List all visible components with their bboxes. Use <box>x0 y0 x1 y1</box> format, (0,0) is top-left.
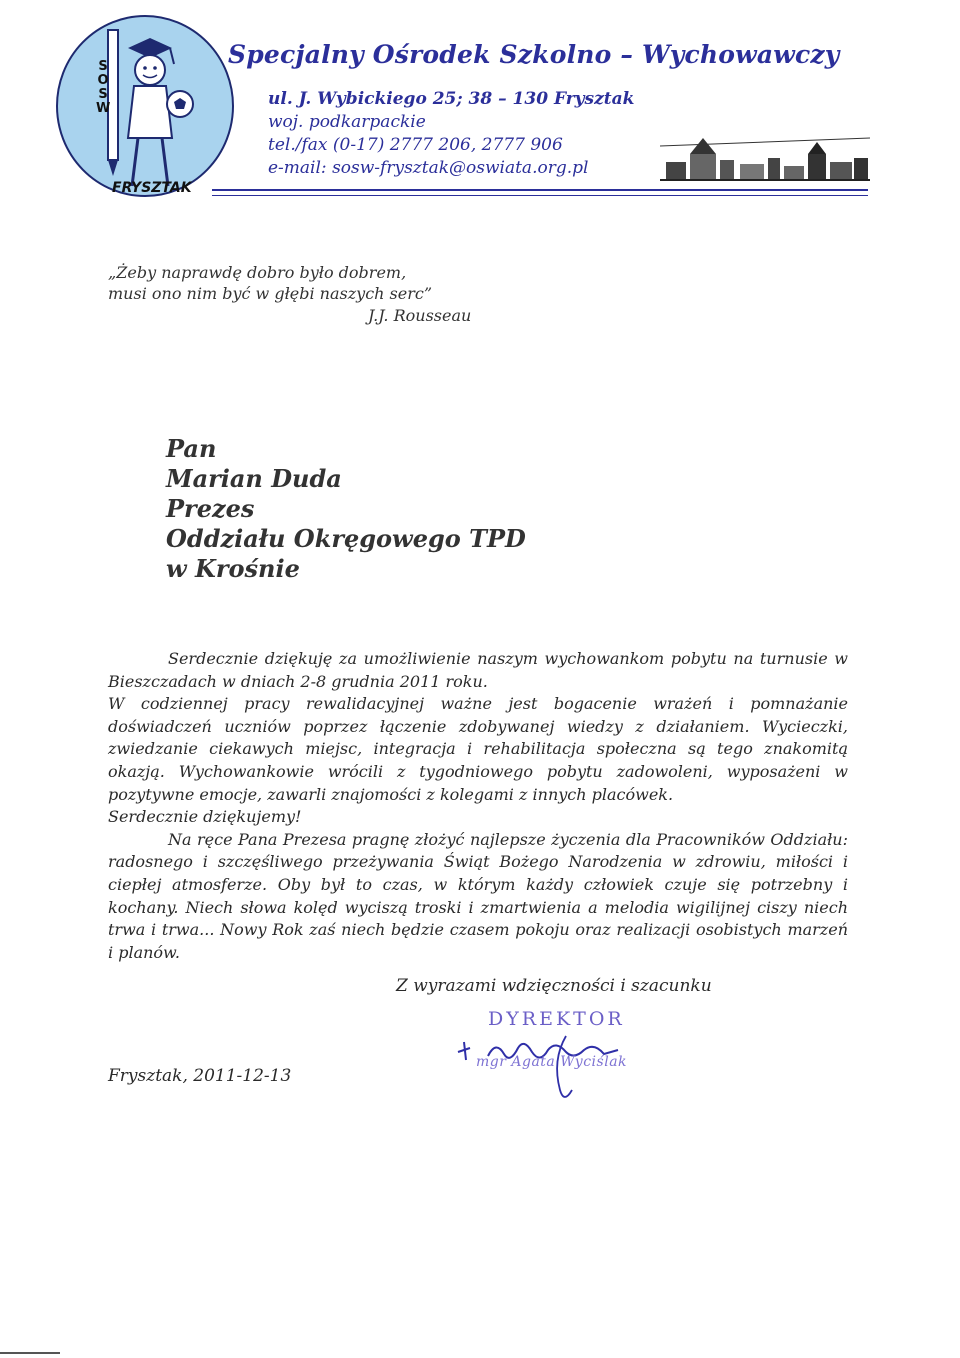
school-logo <box>50 8 240 208</box>
addressee-block <box>166 434 526 584</box>
addressee-line: w Krośnie <box>166 554 300 583</box>
stamp-title: DYREKTOR <box>488 1008 625 1030</box>
body-paragraph: Serdecznie dziękuję za umożliwienie naszym wychowankom pobytu na turnusie w Bieszczadach w dniach 2-8 grudnia 2011 roku. <box>108 649 848 691</box>
motto-line: musi ono nim być w głębi naszych serc” <box>108 284 433 303</box>
motto-author: J.J. Rousseau <box>368 306 472 325</box>
logo-label: FRYSZTAK <box>112 180 192 196</box>
logo-letter: O <box>97 73 109 88</box>
addressee-line: Prezes <box>166 494 255 523</box>
school-name: Specjalny Ośrodek Szkolno – Wychowawczy <box>228 40 840 69</box>
motto-quote <box>108 262 432 304</box>
letter-body <box>108 648 848 964</box>
body-paragraph: Serdecznie dziękujemy! <box>108 807 302 827</box>
stamp-name: mgr Agata Wyciślak <box>476 1054 628 1070</box>
motto-line: „Żeby naprawdę dobro było dobrem, <box>108 263 407 282</box>
town-skyline-image <box>660 132 870 184</box>
street-address: ul. J. Wybickiego 25; 38 – 130 Frysztak <box>268 89 635 109</box>
scan-edge-mark <box>0 1352 60 1354</box>
logo-letter: S <box>98 87 108 102</box>
handwritten-signature <box>448 1020 648 1120</box>
addressee-line: Pan <box>166 434 217 463</box>
logo-letter: W <box>96 101 111 116</box>
header-divider <box>212 189 868 196</box>
place-and-date: Frysztak, 2011-12-13 <box>108 1066 292 1086</box>
phone-fax: tel./fax (0-17) 2777 206, 2777 906 <box>268 135 563 155</box>
addressee-line: Oddziału Okręgowego TPD <box>166 524 526 553</box>
addressee-line: Marian Duda <box>166 464 342 493</box>
body-paragraph: Na ręce Pana Prezesa pragnę złożyć najlepsze życzenia dla Pracowników Oddziału: radosnego i szczęśliwego przeżywania Świąt Bożego Narodzenia w zdrowiu, miłości i ciepłej atmosferze. Oby był to czas, w którym każdy człowiek czuje się potrzebny i kochany. Niech słowa kolęd wyciszą troski i zmartwienia a melodia wigilijnej ciszy niech trwa i trwa... Nowy Rok zaś niech będzie czasem pokoju oraz realizacji osobistych marzeń i planów. <box>108 829 848 962</box>
body-paragraph: W codziennej pracy rewalidacyjnej ważne jest bogacenie wrażeń i pomnażanie doświadczeń uczniów poprzez łączenie zdobywanej wiedzy z działaniem. Wycieczki, zwiedzanie ciekawych miejsc, integracja i rehabilitacja społeczna są tego znakomitą okazją. Wychowankowie wrócili z tygodniowego pobytu zadowoleni, wyposażeni w pozytywne emocje, zawarli znajomości z kolegami z innych placówek. <box>108 694 848 804</box>
closing-phrase: Z wyrazami wdzięczności i szacunku <box>396 976 712 996</box>
logo-letters <box>96 60 110 116</box>
email-address: e-mail: sosw-frysztak@oswiata.org.pl <box>268 158 589 178</box>
logo-letter: S <box>98 59 108 74</box>
region: woj. podkarpackie <box>268 112 426 132</box>
school-address <box>268 88 634 180</box>
